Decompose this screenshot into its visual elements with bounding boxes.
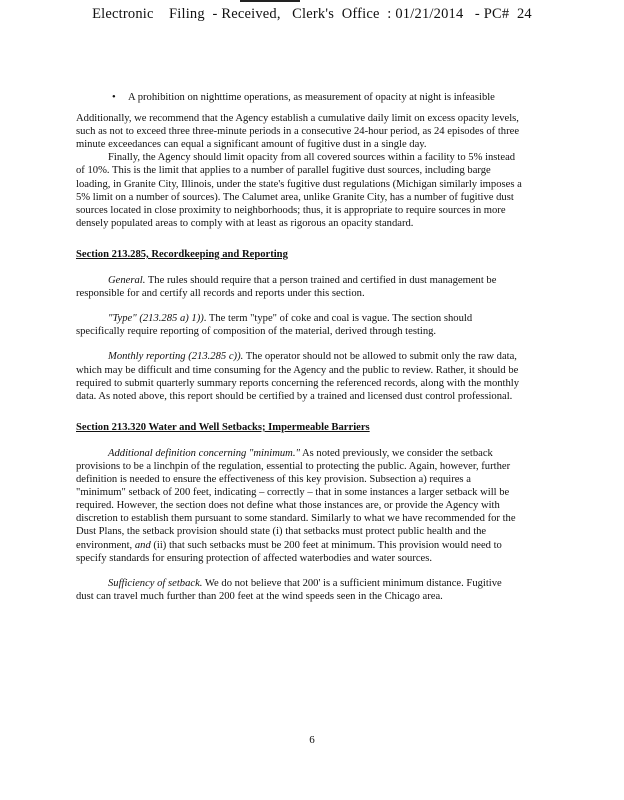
text-additional-b: (ii) that such setbacks must be 200 feet at minimum. This provision would need to specify standards for ensuring protection of affected waterbodies and water sources. <box>76 539 502 564</box>
section-heading-setbacks: Section 213.320 Water and Well Setbacks; Impermeable Barriers <box>76 421 370 433</box>
text-general: The rules should require that a person trained and certified in dust management be responsible for and certify all records and reports under this section. <box>76 275 497 300</box>
paragraph-type <box>76 312 522 338</box>
bullet-icon: • <box>112 92 116 103</box>
text-sufficiency: We do not believe that 200' is a sufficient minimum distance. Fugitive dust can travel much further than 200 feet at the wind speeds seen in the Chicago area. <box>76 577 502 602</box>
text-monthly: The operator should not be allowed to submit only the raw data, which may be difficult and time consuming for the Agency and the public to review. Rather, it should be required to submit quarterly summary reports concerning the referenced records, along with the monthly data. As noted above, this report should be certified by a trained and licensed dust control professional. <box>76 351 520 402</box>
paragraph-opacity-limit: Finally, the Agency should limit opacity from all covered sources within a facility to 5% instead of 10%. This is the limit that applies to a number of parallel fugitive dust sources, including barge loading, in Granite City, Illinois, under the state's fugitive dust regulations (Michigan similarly imposes a 5% limit on a number of sources). The Calumet area, unlike Granite City, has a number of fugitive dust sources located in close proximity to neighborhoods; thus, it is appropriate to require sources in more densely populated areas to comply with at least as rigorous an opacity standard. <box>76 152 522 229</box>
bullet-text: A prohibition on nighttime operations, as measurement of opacity at night is infeasible <box>128 92 495 103</box>
top-edge-mark <box>240 0 300 2</box>
paragraph-monthly-reporting <box>76 350 522 402</box>
text-type: . The term "type" of coke and coal is vague. The section should specifically require reporting of composition of the material, derived through testing. <box>76 313 473 338</box>
label-type: "Type" (213.285 a) 1)) <box>108 313 204 325</box>
label-general: General. <box>108 275 146 287</box>
text-additional-a: As noted previously, we consider the setback provisions to be a linchpin of the regulation, essential to protecting the public. Again, however, further definition is needed to ensure the effectiveness of this key provision. Subsection a) requires a "minimum" setback of 200 feet, indicating – correctly – that in some instances a larger setback will be required. However, the section does not define what those instances are, or provide the Agency with discretion to establish them pursuant to some standard. Similarly to what we have recommended for the Dust Plans, the setback provision should state (i) that setbacks must protect public health and the environment, <box>76 447 516 551</box>
emphasis-and: and <box>134 539 151 551</box>
list-item <box>76 91 522 104</box>
label-monthly: Monthly reporting (213.285 c)). <box>108 351 244 363</box>
paragraph-additional-definition <box>76 447 522 565</box>
page-number: 6 <box>309 734 315 746</box>
document-body <box>76 91 522 603</box>
section-heading-recordkeeping: Section 213.285, Recordkeeping and Reporting <box>76 248 288 260</box>
paragraph-general <box>76 274 522 300</box>
label-additional: Additional definition concerning "minimum." <box>108 447 300 459</box>
paragraph-cumulative-limit: Additionally, we recommend that the Agency establish a cumulative daily limit on excess opacity levels, such as not to exceed three three-minute periods in a consecutive 24-hour period, as 24 episodes of three minute exceedances can equal a significant amount of fugitive dust in a single day. <box>76 113 520 151</box>
label-sufficiency: Sufficiency of setback. <box>108 577 203 589</box>
paragraph-sufficiency <box>76 577 522 603</box>
filing-header: Electronic Filing - Received, Clerk's Office : 01/21/2014 - PC# 24 <box>92 6 532 22</box>
